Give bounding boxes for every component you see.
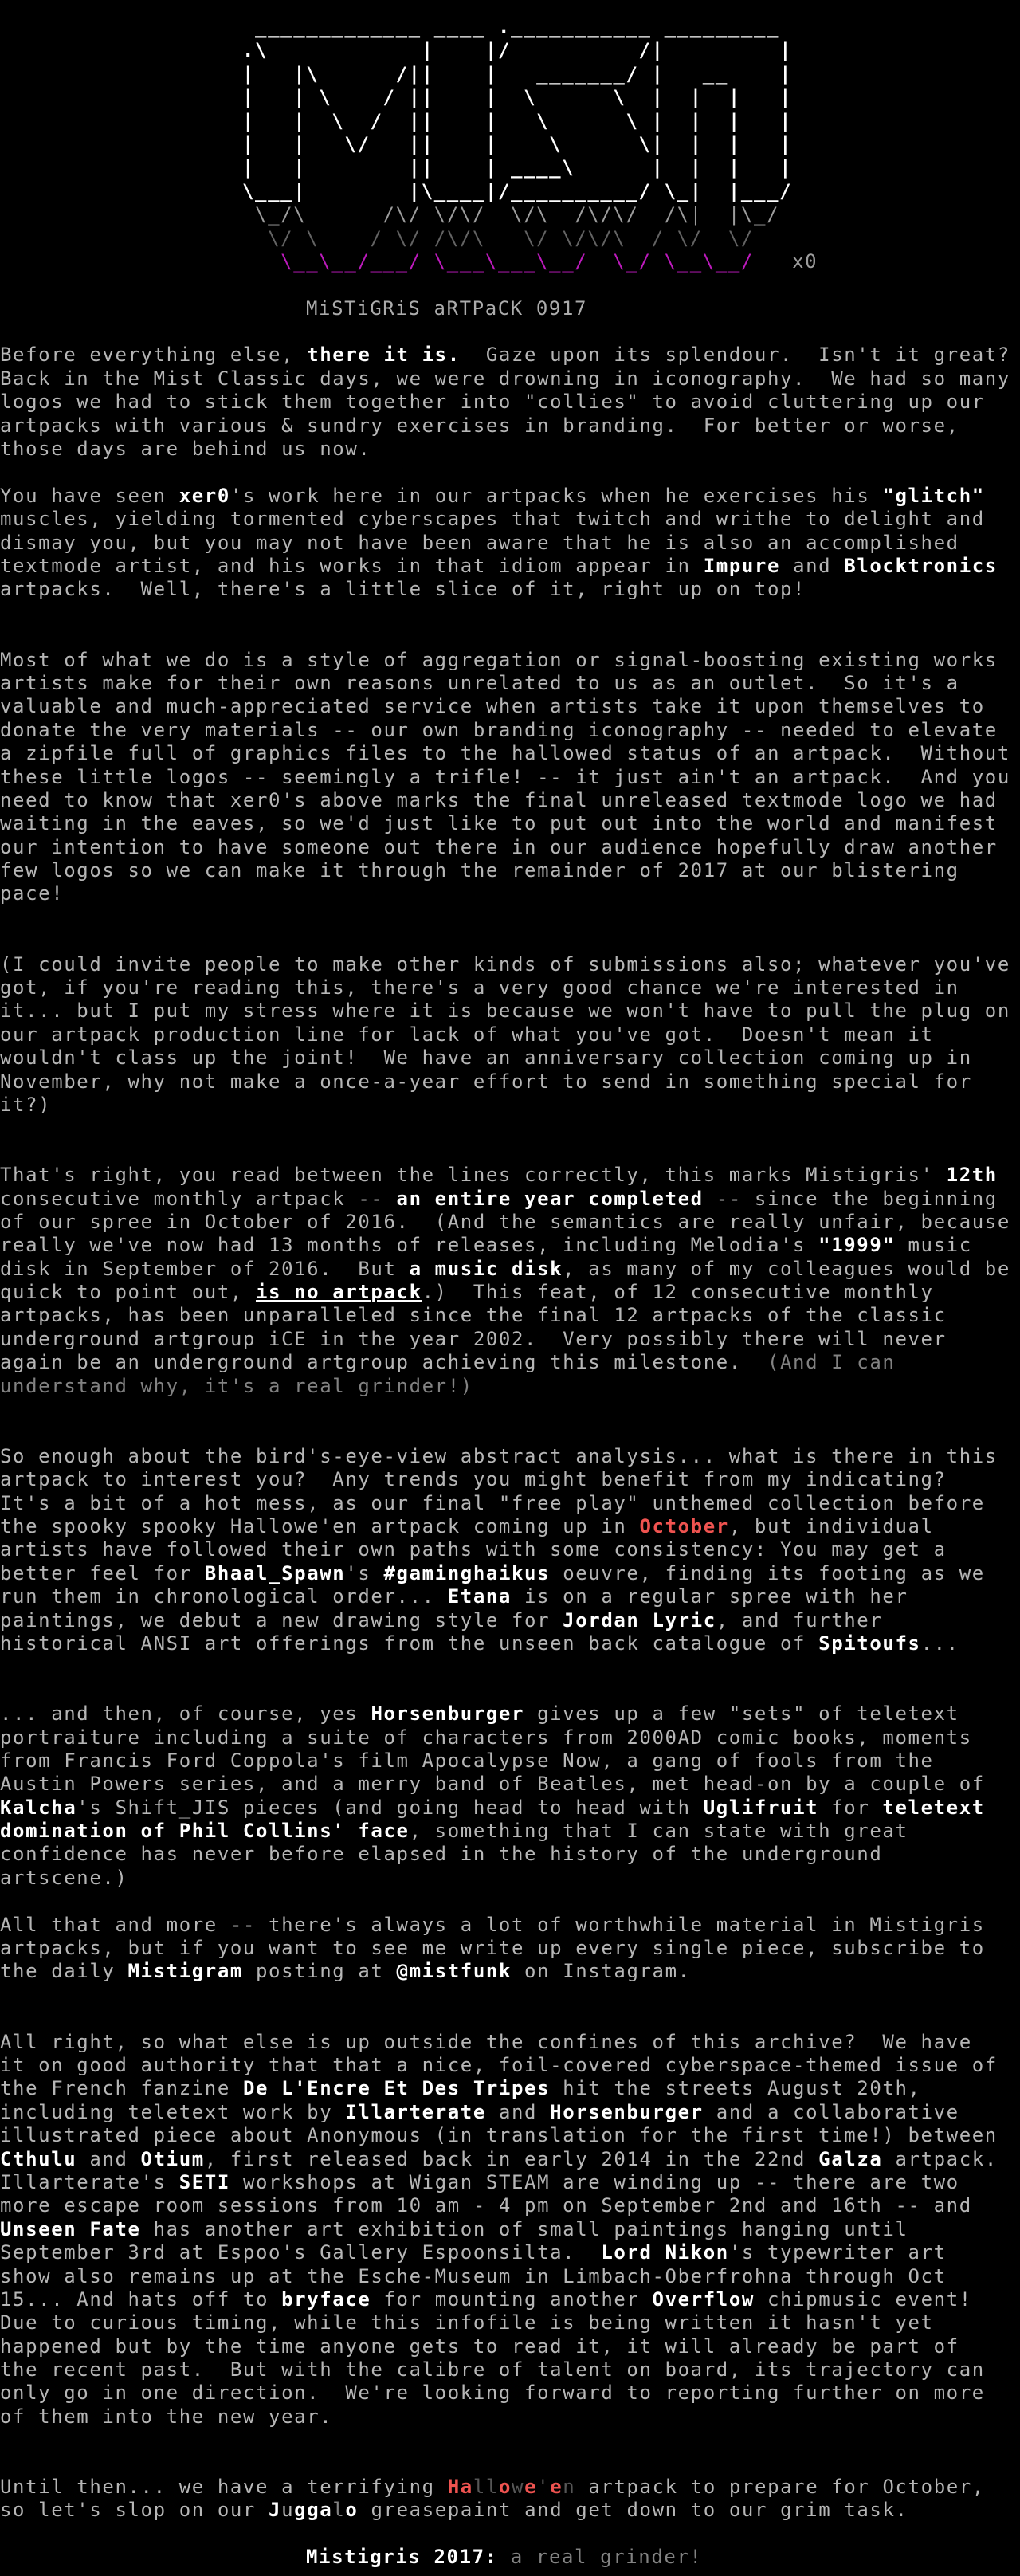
text-segment: , first released back in early 2014 in the 22nd: [204, 2147, 819, 2170]
paragraph-line-until-then: [0, 2499, 1020, 2522]
text-segment: November, why not make a once-a-year effort to send in something special for: [0, 1070, 972, 1093]
blank-line: [0, 273, 1020, 296]
blank-line: [0, 929, 1020, 952]
text-segment: It's a bit of a hot mess, as our final "free play" unthemed collection before: [0, 1491, 985, 1514]
highlight-segment: understand why, it's a real grinder!): [0, 1374, 473, 1397]
text-segment: from Francis Ford Coppola's film Apocalypse Now, a gang of fools from the: [0, 1749, 934, 1772]
highlight-segment: Mistigris 2017:: [306, 2546, 498, 2569]
text-segment: artists have followed their own paths with some consistency: You may get a: [0, 1538, 947, 1561]
highlight-segment: @mistfunk: [396, 1960, 512, 1983]
text-segment: for: [818, 1796, 883, 1819]
paragraph-line-outside-news: [0, 2288, 1020, 2311]
highlight-segment: | |\ /|| | _______/ | __ |: [242, 62, 793, 85]
text-segment: is on a regular spree with her: [511, 1585, 908, 1608]
text-segment: artpacks, has been unparalleled since the final 12 artpacks of the classic: [0, 1304, 947, 1327]
text-segment: artpack to prepare for October,: [575, 2476, 985, 2499]
paragraph-line-horsenburger: [0, 1726, 1020, 1749]
blank-line: [0, 1141, 1020, 1164]
blank-line: [0, 1398, 1020, 1421]
highlight-segment: o: [498, 2476, 512, 2499]
paragraph-line-xer0: [0, 485, 1020, 508]
text-segment: show also remains up at the Esche-Museum in Limbach-Oberfrohna through Oct: [0, 2264, 947, 2287]
pack-title: [0, 297, 1020, 320]
paragraph-line-trends: [0, 1492, 1020, 1515]
highlight-segment: bryface: [281, 2287, 371, 2311]
text-segment: Illarterate's: [0, 2170, 179, 2193]
text-segment: textmode artist, and his works in that idiom appear in: [0, 554, 704, 577]
text-segment: a zipfile full of graphics files to the hallowed status of an artpack. Without: [0, 742, 1010, 765]
paragraph-line-outside-news: [0, 2241, 1020, 2264]
paragraph-line-horsenburger: [0, 1749, 1020, 1773]
text-segment: wouldn't class up the joint! We have an anniversary collection coming up in: [0, 1046, 972, 1070]
highlight-segment: x0: [753, 249, 818, 273]
text-segment: Until then... we have a terrifying: [0, 2476, 448, 2499]
highlight-segment: Cthulu: [0, 2147, 77, 2170]
paragraph-line-invite: [0, 1023, 1020, 1046]
paragraph-line-trends: [0, 1468, 1020, 1491]
ascii-logo-row: [0, 63, 1020, 86]
text-segment: music: [895, 1234, 972, 1257]
text-segment: dismay you, but you may not have been aware that he is also an accomplished: [0, 531, 959, 554]
highlight-segment: | | \ / || | \ \ | | | |: [242, 86, 793, 109]
text-segment: and: [780, 554, 845, 577]
text-segment: 's: [345, 1561, 384, 1584]
blank-line: [0, 1890, 1020, 1913]
highlight-segment: 12th: [946, 1164, 998, 1187]
text-segment: really we've now had 13 months of releases, including Melodia's: [0, 1234, 819, 1257]
text-segment: You have seen: [0, 484, 179, 507]
text-segment: it on good authority that that a nice, foil-covered cyberspace-themed issue of: [0, 2053, 998, 2076]
highlight-segment: Spitoufs: [818, 1632, 921, 1655]
text-segment: So enough about the bird's-eye-view abstract analysis... what is there in this: [0, 1444, 998, 1467]
ascii-logo-row: [0, 250, 1020, 273]
paragraph-line-anniversary: [0, 1304, 1020, 1327]
paragraph-line-horsenburger: [0, 1773, 1020, 1796]
highlight-segment: e: [550, 2476, 563, 2499]
text-segment: has another art exhibition of small paintings hanging until: [140, 2217, 908, 2240]
paragraph-line-trends: [0, 1445, 1020, 1468]
text-segment: logos we had to stick them together into "collies" to avoid cluttering up our: [0, 391, 985, 414]
text-segment: historical ANSI art offerings from the unseen back catalogue of: [0, 1632, 819, 1655]
text-segment: artpacks. Well, there's a little slice of it, right up on top!: [0, 578, 806, 601]
paragraph-line-outside-news: [0, 2218, 1020, 2241]
highlight-segment: .\ | |/ /| |: [242, 39, 793, 62]
paragraph-line-anniversary: [0, 1164, 1020, 1187]
highlight-segment: Lord Nikon: [601, 2241, 729, 2264]
text-segment: September 3rd at Espoo's Gallery Espoonsilta.: [0, 2241, 602, 2264]
paragraph-line-invite: [0, 953, 1020, 976]
blank-line: [0, 2007, 1020, 2030]
blank-line: [0, 602, 1020, 625]
paragraph-line-outside-news: [0, 2171, 1020, 2194]
text-segment: of them into the new year.: [0, 2405, 333, 2428]
text-segment: and: [76, 2147, 141, 2170]
paragraph-line-anniversary: [0, 1375, 1020, 1398]
text-segment: better feel for: [0, 1561, 205, 1584]
text-segment: Gaze upon its splendour. Isn't it great?: [460, 344, 1010, 367]
highlight-segment: #gaminghaikus: [383, 1561, 551, 1584]
text-segment: pace!: [0, 882, 65, 905]
text-segment: our artpack production line for lack of what you've got. Doesn't mean it: [0, 1023, 934, 1046]
highlight-segment: Impure: [703, 554, 781, 577]
text-segment: chipmusic event!: [754, 2287, 972, 2311]
text-segment: happened but by the time anyone gets to read it, it will already be part of: [0, 2334, 959, 2358]
highlight-segment: w: [512, 2476, 525, 2499]
text-segment: 's typewriter art: [728, 2241, 947, 2264]
paragraph-line-outside-news: [0, 2148, 1020, 2171]
highlight-segment: Illarterate: [345, 2100, 486, 2123]
paragraph-line-mistigram: [0, 1937, 1020, 1960]
ascii-logo-row: [0, 39, 1020, 62]
text-segment: 's Shift_JIS pieces (and going head to head with: [76, 1796, 704, 1819]
text-segment: including teletext work by: [0, 2100, 346, 2123]
highlight-segment: Overflow: [652, 2287, 755, 2311]
paragraph-line-logos: [0, 836, 1020, 859]
text-segment: underground artgroup iCE in the year 2002. Very possibly there will never: [0, 1327, 947, 1350]
paragraph-line-intro: [0, 344, 1020, 367]
highlight-segment: \___| |\____|/__________/ \_| |___/: [242, 179, 793, 202]
paragraph-line-invite: [0, 1094, 1020, 1117]
highlight-segment: Otium: [140, 2147, 205, 2170]
paragraph-line-mistigram: [0, 1960, 1020, 1983]
highlight-segment: there it is.: [307, 344, 461, 367]
text-segment: paintings, we debut a new drawing style for: [0, 1608, 563, 1632]
blank-line: [0, 320, 1020, 344]
text-segment: got, if you're reading this, there's a very good chance we're interested in: [0, 976, 959, 999]
paragraph-line-anniversary: [0, 1281, 1020, 1304]
paragraph-line-anniversary: [0, 1328, 1020, 1351]
paragraph-line-invite: [0, 999, 1020, 1023]
highlight-segment: SETI: [178, 2170, 230, 2193]
text-segment: gives up a few "sets" of teletext: [524, 1702, 959, 1726]
highlight-segment: Jordan Lyric: [563, 1608, 716, 1632]
highlight-segment: "1999": [818, 1234, 896, 1257]
text-segment: few logos so we can make it through the remainder of 2017 at our blistering: [0, 859, 959, 882]
text-segment: artpacks with various & sundry exercises in branding. For better or worse,: [0, 414, 959, 437]
paragraph-line-outside-news: [0, 2031, 1020, 2054]
paragraph-line-outside-news: [0, 2358, 1020, 2382]
blank-line: [0, 1117, 1020, 1140]
paragraph-line-logos: [0, 766, 1020, 789]
highlight-segment: ll: [473, 2476, 499, 2499]
text-segment: portraiture including a suite of characters from 2000AD comic books, moments: [0, 1726, 972, 1749]
text-segment: of our spree in October of 2016. (And the semantics are really unfair, because: [0, 1210, 1010, 1233]
text-segment: and: [485, 2100, 551, 2123]
text-segment: hit the streets August 20th,: [550, 2077, 921, 2100]
text-segment: illustrated piece about Anonymous (in translation for the first time!) between: [0, 2124, 998, 2147]
highlight-segment: Unseen Fate: [0, 2217, 141, 2240]
paragraph-line-anniversary: [0, 1234, 1020, 1257]
text-segment: artpack.: [882, 2147, 998, 2170]
paragraph-line-xer0: [0, 578, 1020, 601]
highlight-segment: \_/\ /\/ \/\/ \/\ /\/\/ /\| |\_/: [242, 203, 780, 226]
text-segment: our intention to have someone out there in our audience hopefully draw another: [0, 835, 998, 858]
highlight-segment: _____________ ____ .___________ _________: [242, 16, 780, 38]
highlight-segment: Galza: [818, 2147, 883, 2170]
text-segment: donate the very materials -- our own branding iconography -- needed to elevate: [0, 718, 998, 741]
text-segment: posting at: [242, 1960, 397, 1983]
paragraph-line-intro: [0, 438, 1020, 461]
text-segment: .) This feat, of 12 consecutive monthly: [422, 1281, 934, 1304]
text-segment: [498, 2546, 511, 2568]
highlight-segment: October: [639, 1515, 729, 1537]
text-segment: artists make for their own reasons unrelated to us as an outlet. So it's a: [0, 671, 959, 694]
text-segment: oeuvre, finding its footing as we: [550, 1561, 985, 1584]
text-segment: it... but I put my stress where it is because we won't have to pull the plug on: [0, 999, 1010, 1023]
text-segment: and a collaborative: [703, 2100, 959, 2123]
blank-line: [0, 461, 1020, 484]
text-segment: disk in September of 2016. But: [0, 1257, 410, 1280]
text-segment: u: [281, 2499, 295, 2522]
paragraph-line-horsenburger: [0, 1820, 1020, 1843]
highlight-segment: (And I can: [767, 1351, 896, 1374]
text-segment: waiting in the eaves, so we'd just like to put out into the world and manifest: [0, 812, 998, 835]
blank-line: [0, 1679, 1020, 1702]
paragraph-line-logos: [0, 742, 1020, 765]
text-segment: 15... And hats off to: [0, 2287, 282, 2311]
paragraph-line-outside-news: [0, 2101, 1020, 2124]
text-segment: more escape room sessions from 10 am - 4 pm on September 2nd and 16th -- and: [0, 2194, 972, 2217]
paragraph-line-logos: [0, 672, 1020, 695]
blank-line: [0, 2429, 1020, 2452]
ascii-logo-row: [0, 110, 1020, 133]
paragraph-line-trends: [0, 1585, 1020, 1608]
paragraph-line-xer0: [0, 532, 1020, 555]
paragraph-line-logos: [0, 812, 1020, 835]
blank-line: [0, 2523, 1020, 2546]
paragraph-line-xer0: [0, 508, 1020, 531]
paragraph-line-intro: [0, 414, 1020, 438]
blank-line: [0, 1984, 1020, 2007]
highlight-segment: Bhaal_Spawn: [204, 1561, 346, 1584]
ascii-logo-row: [0, 180, 1020, 203]
paragraph-line-logos: [0, 859, 1020, 882]
blank-line: [0, 1655, 1020, 1679]
blank-line: [0, 906, 1020, 929]
highlight-segment: J: [269, 2499, 282, 2522]
highlight-segment: e: [524, 2476, 538, 2499]
highlight-segment: l: [332, 2499, 346, 2522]
paragraph-line-logos: [0, 649, 1020, 672]
text-segment: artpack to interest you? Any trends you might benefit from my indicating?: [0, 1468, 947, 1491]
highlight-segment: domination of Phil Collins' face: [0, 1820, 410, 1843]
paragraph-line-logos: [0, 789, 1020, 812]
paragraph-line-outside-news: [0, 2077, 1020, 2100]
paragraph-line-outside-news: [0, 2265, 1020, 2288]
text-segment: the daily: [0, 1960, 128, 1983]
paragraph-line-trends: [0, 1632, 1020, 1655]
text-segment: artscene.): [0, 1866, 128, 1889]
text-segment: those days are behind us now.: [0, 438, 371, 461]
paragraph-line-logos: [0, 719, 1020, 742]
text-segment: All right, so what else is up outside the confines of this archive? We have: [0, 2030, 972, 2053]
ascii-logo-row: [0, 156, 1020, 179]
paragraph-line-logos: [0, 695, 1020, 718]
highlight-segment: teletext: [882, 1796, 985, 1819]
paragraph-line-until-then: [0, 2476, 1020, 2499]
paragraph-line-outside-news: [0, 2382, 1020, 2405]
text-segment: greasepaint and get down to our grim task.: [358, 2499, 908, 2522]
paragraph-line-horsenburger: [0, 1843, 1020, 1866]
text-segment: again be an underground artgroup achieving this milestone.: [0, 1351, 767, 1374]
highlight-segment: MiSTiGRiS aRTPaCK 0917: [306, 296, 588, 320]
paragraph-line-horsenburger: [0, 1797, 1020, 1820]
highlight-segment: gga: [294, 2499, 333, 2522]
paragraph-line-outside-news: [0, 2311, 1020, 2334]
paragraph-line-trends: [0, 1609, 1020, 1632]
paragraph-line-logos: [0, 882, 1020, 905]
highlight-segment: "glitch": [882, 484, 985, 507]
highlight-segment: Kalcha: [0, 1796, 77, 1819]
text-segment: only go in one direction. We're looking forward to reporting further on more: [0, 2382, 985, 2405]
paragraph-line-anniversary: [0, 1211, 1020, 1234]
paragraph-line-trends: [0, 1515, 1020, 1538]
text-segment: workshops at Wigan STEAM are winding up -- there are two: [230, 2170, 959, 2193]
text-segment: muscles, yielding tormented cyberscapes that twitch and writhe to delight and: [0, 508, 985, 531]
text-segment: so let's slop on our: [0, 2499, 269, 2522]
highlight-segment: | | \/ || | \ \| | | |: [242, 132, 793, 155]
text-segment: quick to point out,: [0, 1281, 256, 1304]
highlight-segment: xer0: [178, 484, 230, 507]
text-segment: the French fanzine: [0, 2077, 243, 2100]
text-segment: on Instagram.: [512, 1960, 691, 1983]
paragraph-line-outside-news: [0, 2124, 1020, 2147]
highlight-segment: n: [563, 2476, 576, 2499]
highlight-segment: | | || | ____\ | | | |: [242, 156, 793, 179]
ascii-logo-row: [0, 133, 1020, 156]
text-segment: Most of what we do is a style of aggregation or signal-boosting existing works: [0, 648, 998, 671]
blank-line: [0, 2452, 1020, 2476]
highlight-segment: De L'Encre Et Des Tripes: [242, 2077, 551, 2100]
paragraph-line-outside-news: [0, 2405, 1020, 2429]
highlight-segment: is no artpack: [255, 1281, 422, 1304]
paragraph-line-anniversary: [0, 1188, 1020, 1211]
highlight-segment: Etana: [447, 1585, 512, 1608]
highlight-segment: Horsenburger: [371, 1702, 525, 1726]
blank-line: [0, 625, 1020, 648]
paragraph-line-trends: [0, 1562, 1020, 1585]
footer-line: [0, 2546, 1020, 2569]
text-segment: ...: [920, 1632, 959, 1655]
paragraph-line-outside-news: [0, 2054, 1020, 2077]
ascii-logo-row: [0, 16, 1020, 39]
paragraph-line-mistigram: [0, 1914, 1020, 1937]
highlight-segment: ': [537, 2476, 551, 2499]
highlight-segment: a real grinder!: [510, 2546, 703, 2569]
text-segment: Back in the Mist Classic days, we were drowning in iconography. We had so many: [0, 367, 1010, 390]
text-segment: consecutive monthly artpack --: [0, 1187, 397, 1210]
highlight-segment: \/ \ / \/ /\/\ \/ \/\/\ / \/ \/: [242, 226, 754, 249]
text-segment: , and further: [716, 1608, 883, 1632]
text-segment: ... and then, of course, yes: [0, 1702, 371, 1726]
text-segment: for mounting another: [371, 2287, 653, 2311]
ascii-logo-row: [0, 203, 1020, 226]
highlight-segment: an entire year completed: [396, 1187, 704, 1210]
highlight-segment: Blocktronics: [844, 554, 998, 577]
text-segment: Due to curious timing, while this infofile is being written it hasn't yet: [0, 2311, 934, 2334]
highlight-segment: Horsenburger: [550, 2100, 704, 2123]
text-segment: need to know that xer0's above marks the final unreleased textmode logo we had: [0, 788, 998, 811]
paragraph-line-trends: [0, 1538, 1020, 1561]
text-segment: it?): [0, 1093, 52, 1116]
text-segment: Austin Powers series, and a merry band of Beatles, met head-on by a couple of: [0, 1773, 985, 1796]
text-segment: the recent past. But with the calibre of talent on board, its trajectory can: [0, 2358, 985, 2382]
highlight-segment: Mistigram: [128, 1960, 243, 1983]
text-segment: All that and more -- there's always a lot of worthwhile material in Mistigris: [0, 1913, 985, 1936]
highlight-segment: Uglifruit: [703, 1796, 819, 1819]
highlight-segment: o: [345, 2499, 359, 2522]
text-segment: That's right, you read between the lines correctly, this marks Mistigris': [0, 1164, 947, 1187]
paragraph-line-outside-news: [0, 2335, 1020, 2358]
text-segment: the spooky spooky Hallowe'en artpack coming up in: [0, 1515, 640, 1537]
paragraph-line-horsenburger: [0, 1867, 1020, 1890]
text-segment: -- since the beginning: [703, 1187, 998, 1210]
text-segment: , as many of my colleagues would be: [563, 1257, 1010, 1280]
text-segment: , but individual: [728, 1515, 934, 1537]
text-segment: (I could invite people to make other kinds of submissions also; whatever you've: [0, 952, 1010, 976]
paragraph-line-horsenburger: [0, 1702, 1020, 1726]
paragraph-line-invite: [0, 976, 1020, 999]
highlight-segment: | | \ / || | \ \ | | | |: [242, 109, 793, 132]
ascii-logo-row: [0, 227, 1020, 250]
text-segment: confidence has never before elapsed in the history of the underground: [0, 1843, 883, 1866]
paragraph-line-invite: [0, 1070, 1020, 1094]
text-segment: valuable and much-appreciated service when artists take it upon themselves to: [0, 695, 985, 718]
highlight-segment: \__\__/___/ \___\___\__/ \_/ \__\__/: [242, 249, 754, 273]
highlight-segment: a music disk: [409, 1257, 563, 1280]
paragraph-line-xer0: [0, 555, 1020, 578]
paragraph-line-intro: [0, 391, 1020, 414]
ascii-logo-row: [0, 86, 1020, 109]
paragraph-line-intro: [0, 367, 1020, 391]
paragraph-line-anniversary: [0, 1258, 1020, 1281]
paragraph-line-invite: [0, 1046, 1020, 1070]
blank-line: [0, 1421, 1020, 1444]
text-segment: artpacks, but if you want to see me write up every single piece, subscribe to: [0, 1937, 985, 1960]
text-segment: run them in chronological order...: [0, 1585, 448, 1608]
paragraph-line-outside-news: [0, 2194, 1020, 2217]
text-segment: , something that I can state with great: [409, 1820, 908, 1843]
highlight-segment: Ha: [447, 2476, 473, 2499]
text-segment: 's work here in our artpacks when he exercises his: [230, 484, 883, 507]
text-segment: these little logos -- seemingly a trifle! -- it just ain't an artpack. And you: [0, 765, 1010, 788]
text-segment: Before everything else,: [0, 344, 308, 367]
paragraph-line-anniversary: [0, 1351, 1020, 1374]
